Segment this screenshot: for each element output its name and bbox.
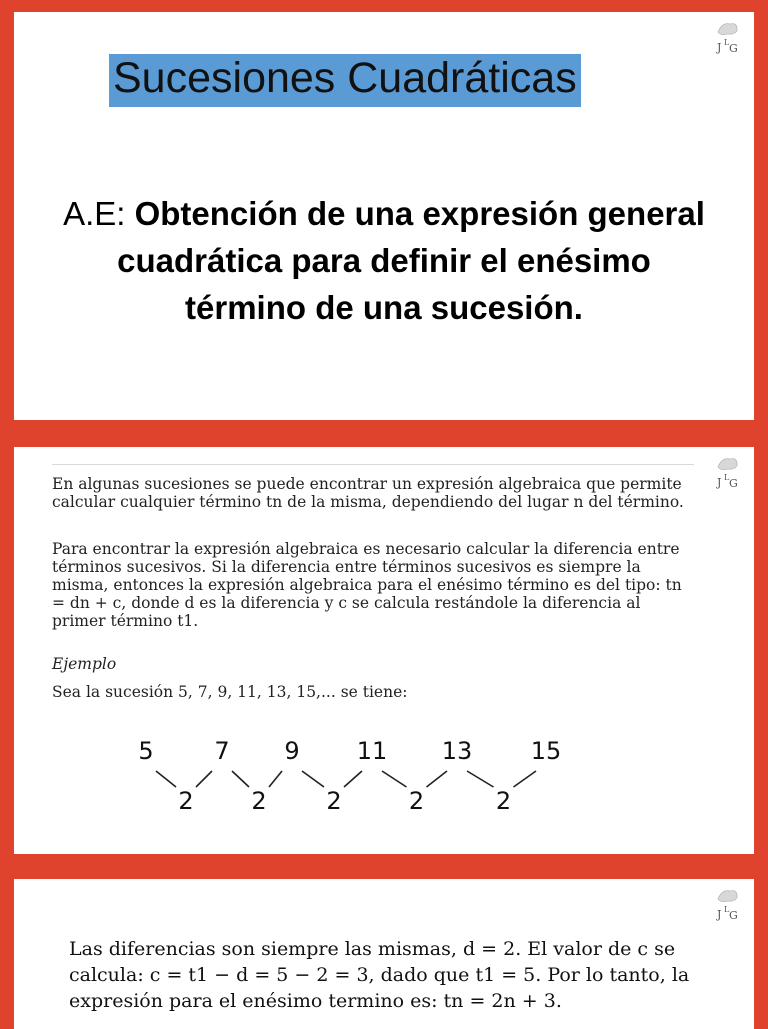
learning-objective (54, 190, 714, 331)
jlg-logo (710, 453, 744, 493)
svg-text:G: G (729, 477, 738, 490)
svg-text:L: L (724, 473, 730, 482)
difference-connector (302, 771, 324, 787)
difference-connector (382, 771, 407, 787)
intro-paragraph: En algunas sucesiones se puede encontrar un expresión algebraica que permite calcular cualquier término tn de la misma, dependiendo del lugar n del término. (52, 475, 684, 511)
sequence-term: 11 (356, 737, 388, 765)
difference-value: 2 (408, 787, 425, 815)
sequence-term: 15 (530, 737, 562, 765)
sequence-term: 9 (284, 737, 300, 765)
svg-text:L: L (724, 38, 730, 47)
example-heading: Ejemplo (52, 655, 117, 673)
svg-text:J: J (717, 476, 722, 489)
difference-connector (196, 771, 212, 787)
sequence-term: 7 (214, 737, 230, 765)
difference-value: 2 (495, 787, 512, 815)
objective-prefix: A.E: (63, 195, 135, 232)
jlg-logo (710, 18, 744, 58)
slide-title: Sucesiones Cuadráticas (109, 54, 581, 107)
difference-connector (156, 771, 176, 787)
explanation-slide (14, 447, 754, 854)
difference-connector (344, 771, 362, 787)
sequence-term: 13 (441, 737, 473, 765)
sequence-term: 5 (138, 737, 154, 765)
svg-text:L: L (724, 905, 730, 914)
svg-text:J: J (717, 908, 722, 921)
example-sentence: Sea la sucesión 5, 7, 9, 11, 13, 15,... se tiene: (52, 683, 408, 701)
difference-value: 2 (326, 787, 342, 815)
svg-text:G: G (729, 909, 738, 922)
svg-text:J: J (717, 41, 722, 54)
difference-connector (467, 771, 494, 787)
method-paragraph: Para encontrar la expresión algebraica es necesario calcular la diferencia entre términos sucesivos. Si la diferencia entre términos sucesivos es siempre la misma, entonces la expresión algebraica para el enésimo término es del tipo: tn = dn + c, donde d es la diferencia y c se calcula restándole la diferencia al primer término t1. (52, 540, 682, 630)
difference-connector (232, 771, 249, 787)
svg-text:G: G (729, 42, 738, 55)
top-divider (52, 464, 694, 465)
differences-diagram (114, 729, 574, 819)
difference-connector (427, 771, 448, 787)
conclusion-slide (14, 879, 754, 1029)
difference-connector (269, 771, 282, 787)
objective-text: Obtención de una expresión general cuadrática para definir el enésimo término de una sucesión. (117, 195, 705, 326)
difference-connector (514, 771, 537, 787)
title-slide (14, 12, 754, 420)
difference-value: 2 (178, 787, 194, 815)
difference-value: 2 (251, 787, 267, 815)
jlg-logo (710, 885, 744, 925)
conclusion-text: Las diferencias son siempre las mismas, d = 2. El valor de c se calcula: c = t1 − d = 5 − 2 = 3, dado que t1 = 5. Por lo tanto, la expresión para el enésimo termino es: tn = 2n + 3. (69, 938, 690, 1012)
